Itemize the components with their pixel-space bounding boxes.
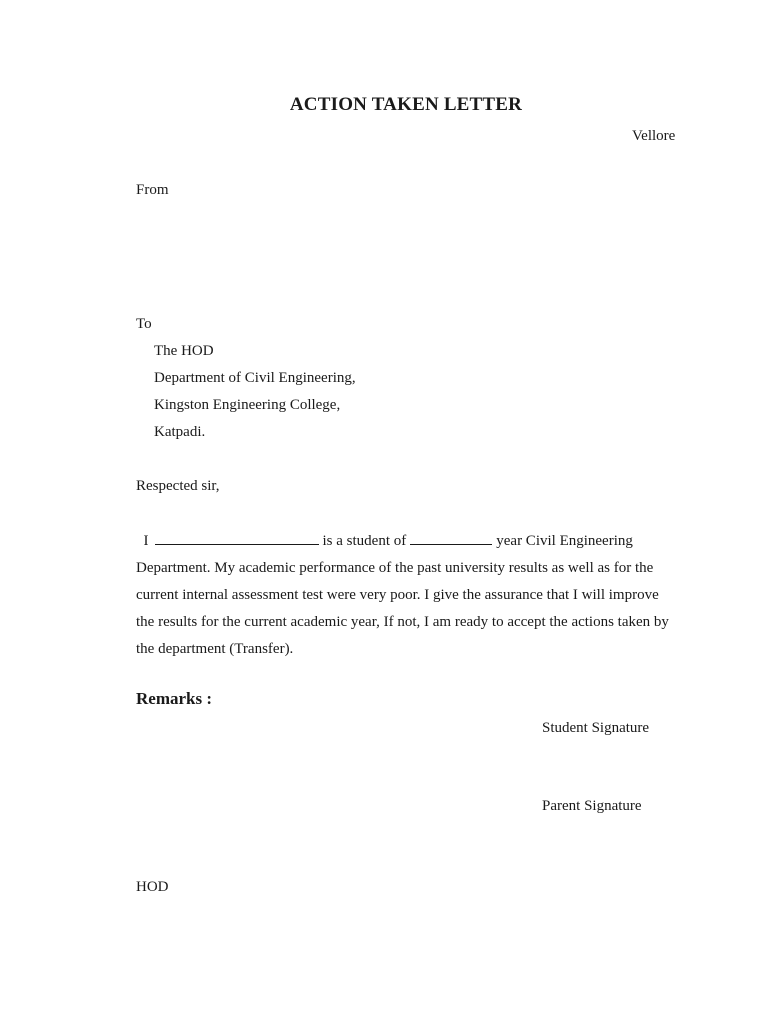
hod-label: HOD — [136, 879, 169, 895]
body-line-4: the results for the current academic year, If not, I am ready to accept the actions taken by — [136, 614, 669, 630]
from-label: From — [136, 182, 169, 198]
student-signature-label: Student Signature — [542, 720, 650, 736]
parent-signature-label: Parent Signature — [542, 798, 642, 814]
place-name: Vellore — [632, 128, 676, 144]
body-line-1-end: year Civil Engineering — [496, 533, 633, 549]
body-line-3: current internal assessment test were very poor. I give the assurance that I will improve — [136, 587, 659, 603]
address-line-college: Kingston Engineering College, — [154, 397, 341, 413]
address-line-city: Katpadi. — [154, 424, 206, 440]
letter-title: ACTION TAKEN LETTER — [289, 94, 523, 115]
remarks-label: Remarks : — [136, 689, 213, 708]
body-line-2: Department. My academic performance of the past university results as well as for the — [136, 560, 654, 576]
body-line-5: the department (Transfer). — [136, 641, 294, 657]
address-line-recipient: The HOD — [154, 343, 214, 359]
body-line-1 — [136, 528, 696, 555]
letter-body — [136, 528, 696, 663]
body-line-1-start: I — [143, 533, 149, 549]
student-name-blank — [155, 530, 319, 545]
address-line-department: Department of Civil Engineering, — [154, 370, 356, 386]
to-label: To — [136, 316, 152, 332]
body-line-1-mid: is a student of — [322, 533, 407, 549]
year-blank — [410, 530, 492, 545]
salutation: Respected sir, — [136, 478, 220, 494]
